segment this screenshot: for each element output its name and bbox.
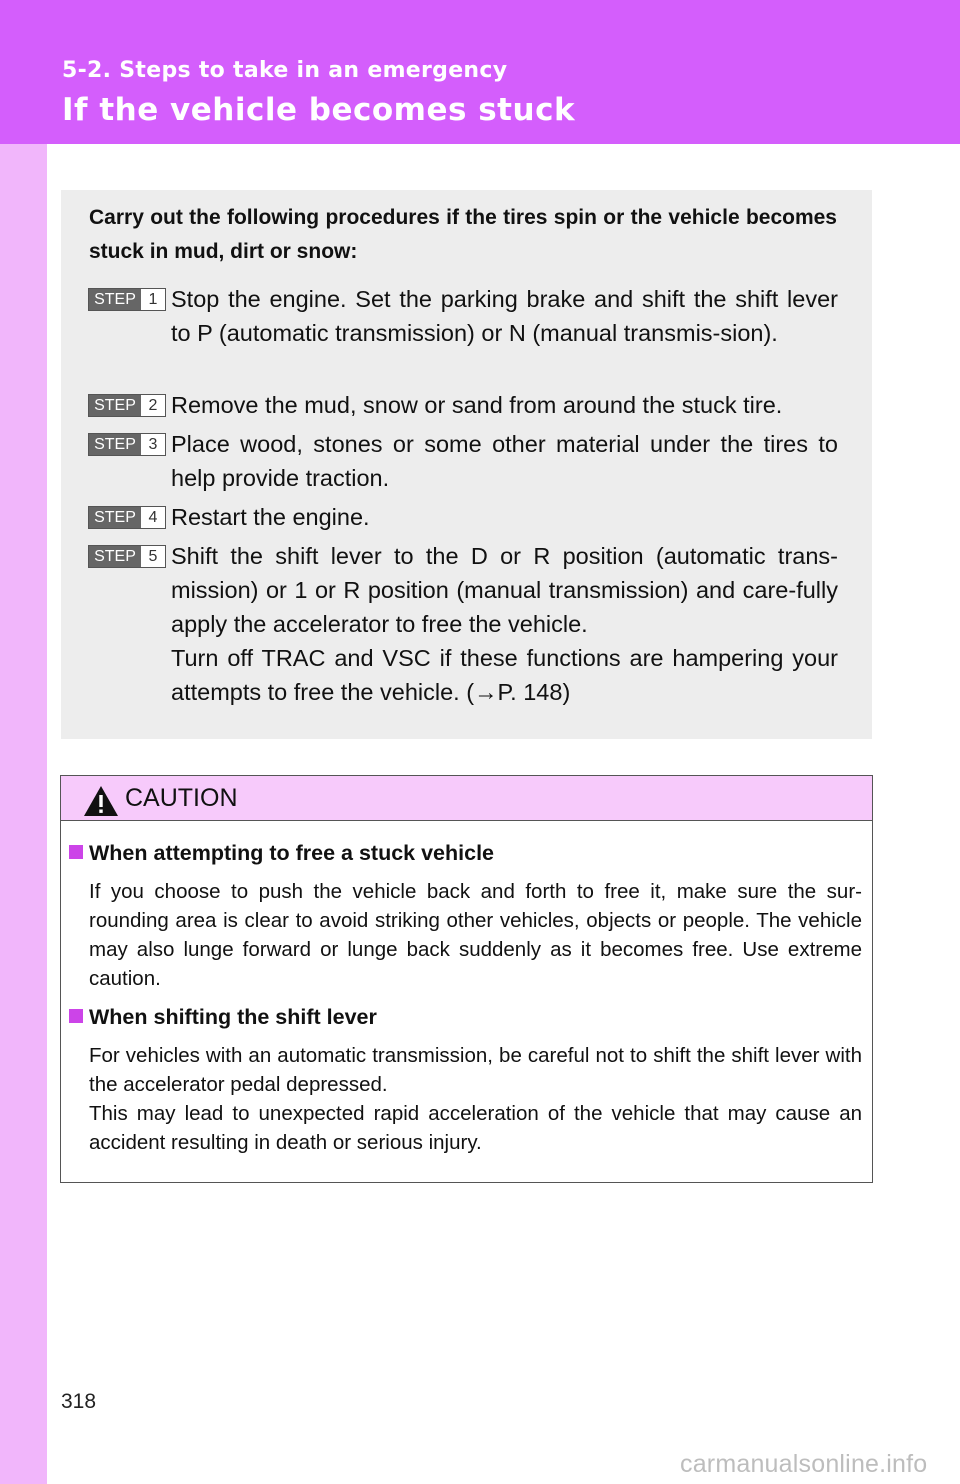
step-text: Restart the engine. — [171, 504, 370, 530]
step-5 — [88, 539, 838, 709]
procedure-box — [61, 190, 872, 739]
bullet-square-icon — [69, 845, 83, 859]
page-header — [0, 0, 960, 144]
caution-heading-shift: When shifting the shift lever — [69, 1003, 377, 1031]
watermark: carmanualsonline.info — [680, 1450, 928, 1478]
caution-body-shift: For vehicles with an automatic transmission, be careful not to shift the shift lever with the accelerator pedal depressed. This may lead to unexpected rapid acceleration of the vehicle that may cause an accident resulting in death or serious injury. — [89, 1044, 862, 1154]
caution-heading-stuck: When attempting to free a stuck vehicle — [69, 839, 494, 867]
step-badge: STEP 2 — [88, 394, 166, 417]
step-badge: STEP 4 — [88, 506, 166, 529]
step-note: Turn off TRAC and VSC if these functions are hampering your attempts to free the vehicle. (→P. 148) — [171, 645, 838, 705]
step-3 — [88, 427, 838, 495]
caution-title: CAUTION — [125, 784, 238, 812]
step-4 — [88, 500, 838, 534]
warning-triangle-icon — [83, 785, 119, 817]
caution-body-stuck: If you choose to push the vehicle back and forth to free it, make sure the sur-rounding area is clear to avoid striking other vehicles, objects or people. The vehicle may also lunge forward or lunge back suddenly as it becomes free. Use extreme caution. — [89, 880, 862, 990]
step-badge: STEP 3 — [88, 433, 166, 456]
caution-box — [60, 775, 873, 1183]
step-text: Remove the mud, snow or sand from around the stuck tire. — [171, 392, 783, 418]
side-strip — [0, 144, 47, 1484]
procedure-intro: Carry out the following procedures if the tires spin or the vehicle becomes stuck in mud, dirt or snow: — [89, 206, 837, 263]
page-number: 318 — [61, 1390, 97, 1413]
step-text: Shift the shift lever to the D or R position (automatic trans-mission) or 1 or R position (manual transmission) and care-fully apply the accelerator to free the vehicle. — [171, 543, 838, 637]
caution-header — [61, 776, 872, 821]
step-text: Place wood, stones or some other material under the tires to help provide traction. — [171, 431, 838, 491]
section-label: 5-2. Steps to take in an emergency — [62, 58, 508, 83]
step-text: Stop the engine. Set the parking brake and shift the shift lever to P (automatic transmission) or N (manual transmis-sion). — [171, 286, 838, 346]
bullet-square-icon — [69, 1009, 83, 1023]
step-badge: STEP 5 — [88, 545, 166, 568]
step-badge: STEP 1 — [88, 288, 166, 311]
page-title: If the vehicle becomes stuck — [62, 92, 576, 128]
step-1 — [88, 282, 838, 350]
step-2 — [88, 388, 838, 422]
